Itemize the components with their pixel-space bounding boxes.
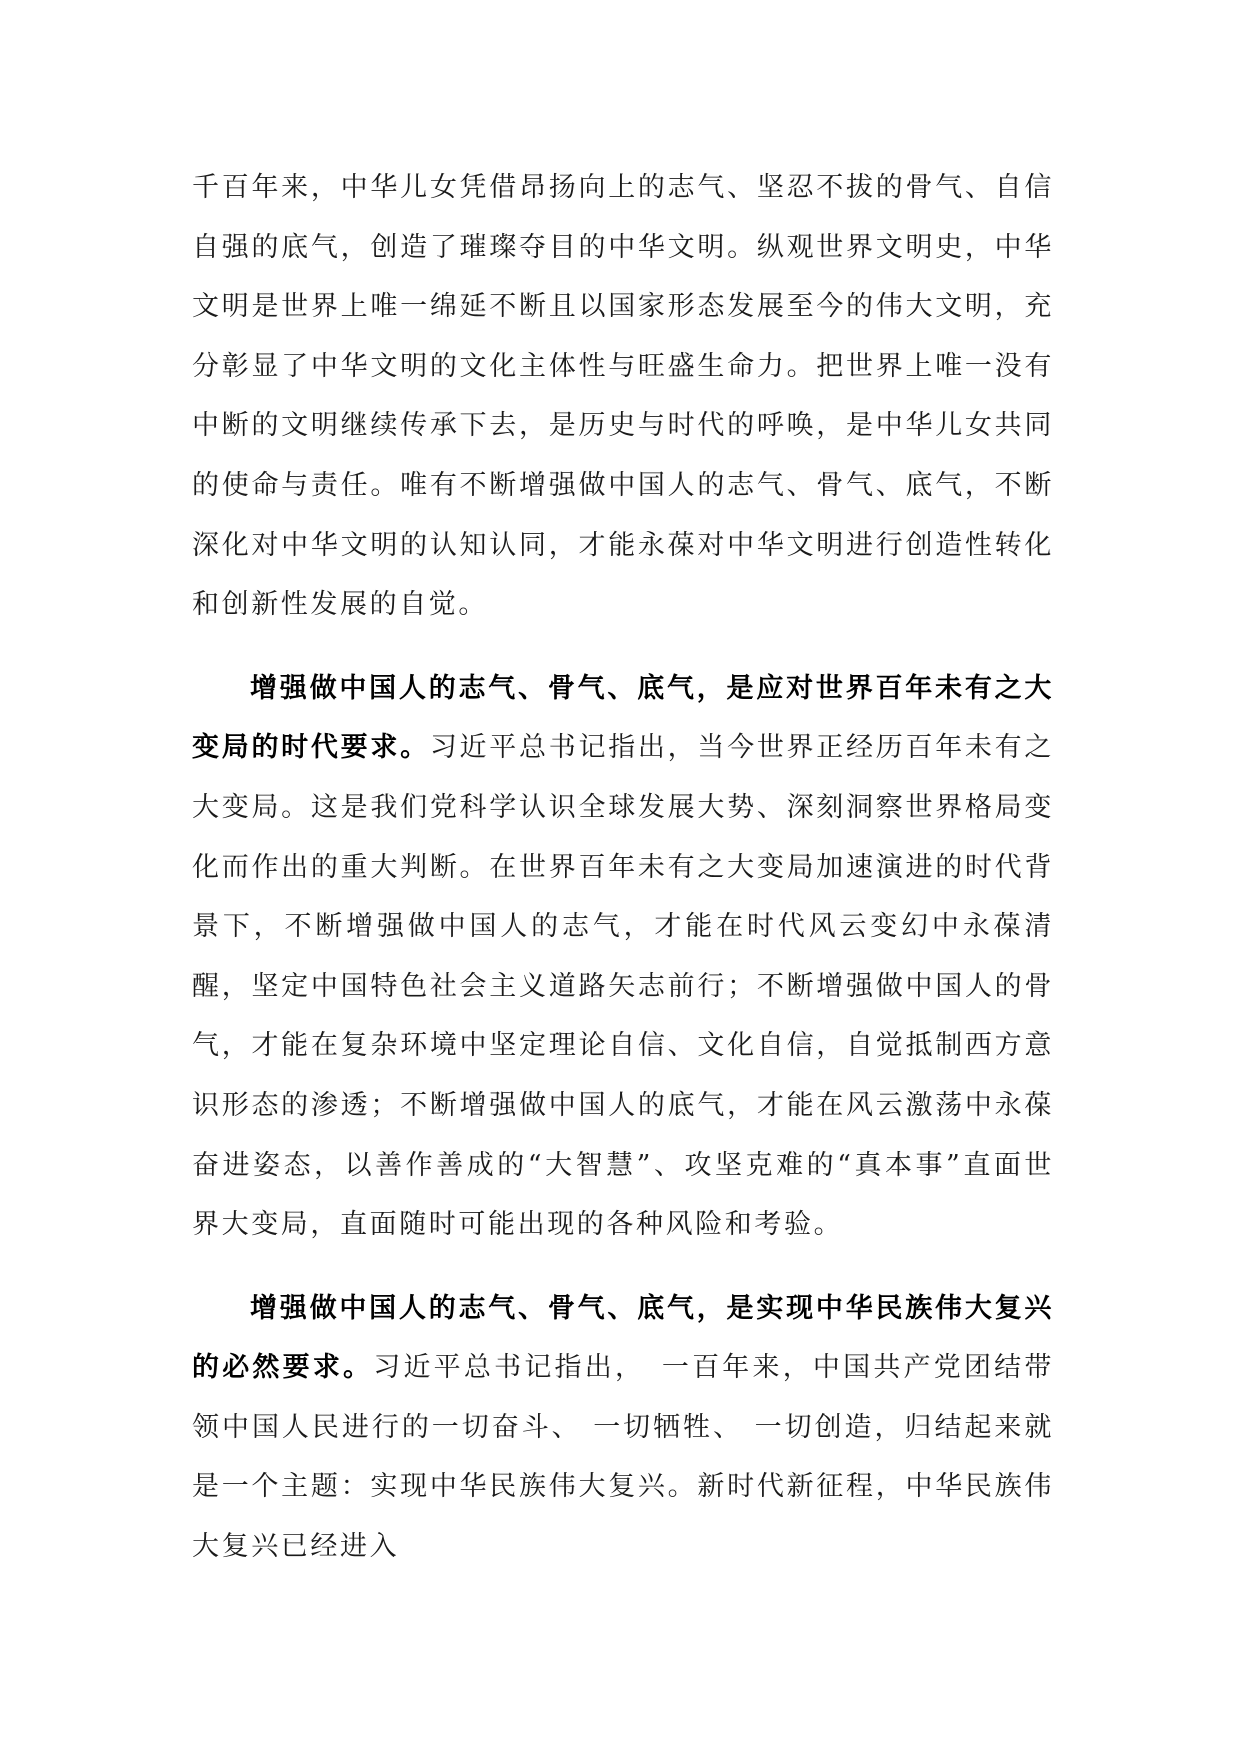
paragraph-3-text: 习近平总书记指出， 一百年来，中国共产党团结带领中国人民进行的一切奋斗、 一切牺牲、 一切创造，归结起来就是一个主题：实现中华民族伟大复兴。新时代新征程，中华民族伟大复兴已经进入 [192,1352,1054,1563]
paragraph-3-lead: 增强做中国人的志气、骨气、底气，是实现中华民族伟大复兴的必然要求。 [192,1292,1054,1384]
paragraph-1 [192,158,1054,635]
paragraph-2 [192,659,1054,1255]
paragraph-2-text: 习近平总书记指出，当今世界正经历百年未有之大变局。这是我们党科学认识全球发展大势、深刻洞察世界格局变化而作出的重大判断。在世界百年未有之大变局加速演进的时代背景下，不断增强做中国人的志气，才能在时代风云变幻中永葆清醒，坚定中国特色社会主义道路矢志前行；不断增强做中国人的骨气，才能在复杂环境中坚定理论自信、文化自信，自觉抵制西方意识形态的渗透；不断增强做中国人的底气，才能在风云激荡中永葆奋进姿态，以善作善成的“大智慧”、攻坚克难的“真本事”直面世界大变局，直面随时可能出现的各种风险和考验。 [192,732,1054,1241]
paragraph-3 [192,1279,1054,1577]
paragraph-2-lead: 增强做中国人的志气、骨气、底气，是应对世界百年未有之大变局的时代要求。 [192,672,1054,764]
document-body [192,158,1054,1577]
paragraph-1-text: 千百年来，中华儿女凭借昂扬向上的志气、坚忍不拔的骨气、自信自强的底气，创造了璀璨夺目的中华文明。纵观世界文明史，中华文明是世界上唯一绵延不断且以国家形态发展至今的伟大文明，充分彰显了中华文明的文化主体性与旺盛生命力。把世界上唯一没有中断的文明继续传承下去，是历史与时代的呼唤，是中华儿女共同的使命与责任。唯有不断增强做中国人的志气、骨气、底气，不断深化对中华文明的认知认同，才能永葆对中华文明进行创造性转化和创新性发展的自觉。 [192,172,1054,621]
